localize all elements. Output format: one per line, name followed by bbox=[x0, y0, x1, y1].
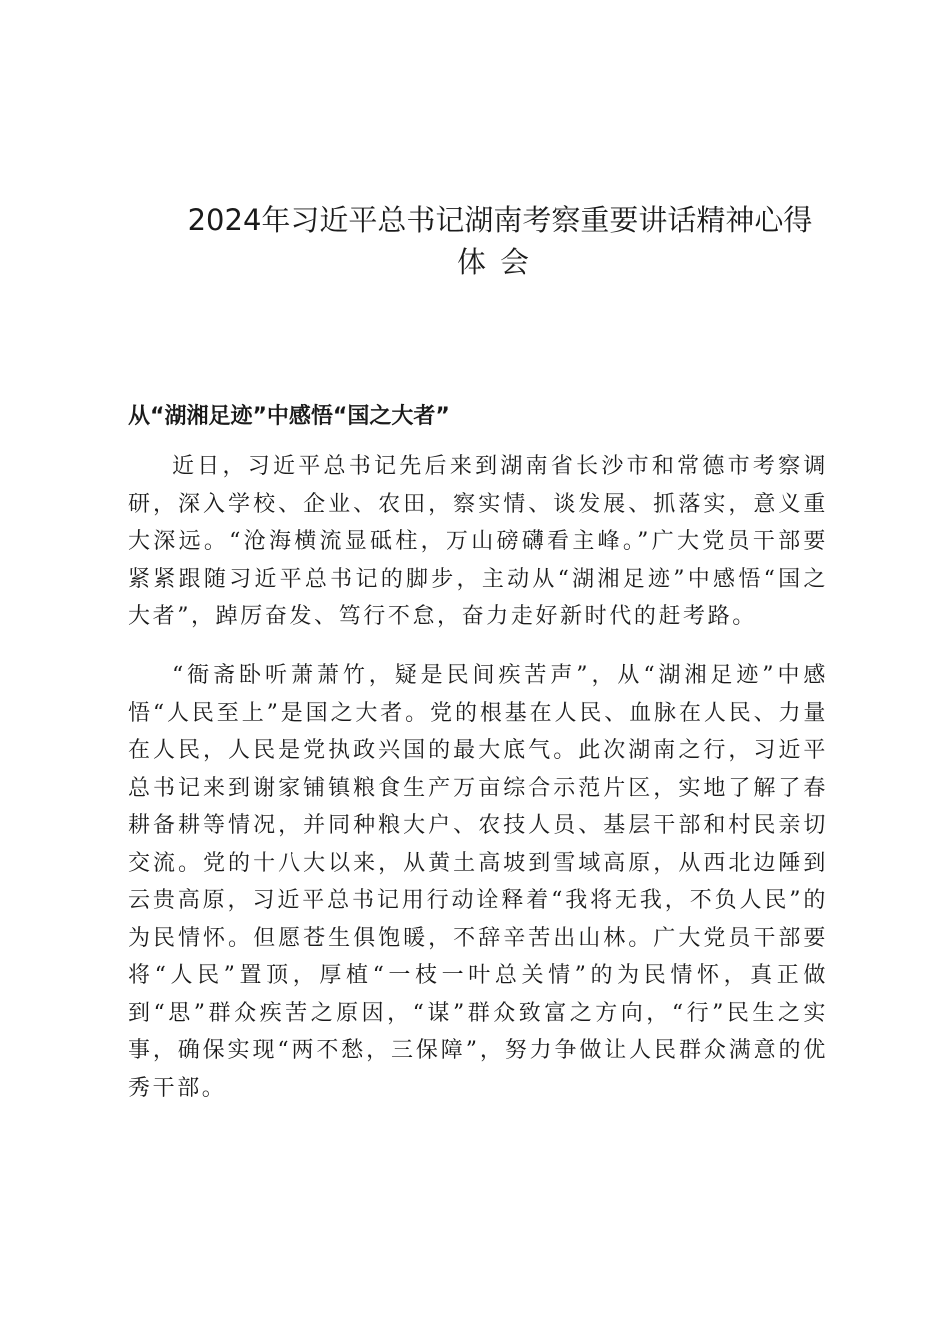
section-heading: 从“湖湘足迹”中感悟“国之大者” bbox=[128, 404, 450, 429]
body-paragraph-2: “衙斋卧听萧萧竹，疑是民间疾苦声”，从“湖湘足迹”中感悟“人民至上”是国之大者。党的根基在人民、血脉在人民、力量在人民，人民是党执政兴国的最大底气。此次湖南之行，习近平总书记来到谢家铺镇粮食生产万亩综合示范片区，实地了解了春耕备耕等情况，并同种粮大户、农技人员、基层干部和村民亲切交流。党的十八大以来，从黄土高坡到雪域高原，从西北边陲到云贵高原，习近平总书记用行动诠释着“我将无我，不负人民”的为民情怀。但愿苍生俱饱暖，不辞辛苦出山林。广大党员干部要将“人民”置顶，厚植“一枝一叶总关情”的为民情怀，真正做到“思”群众疾苦之原因，“谋”群众致富之方向，“行”民生之实事，确保实现“两不愁，三保障”，努力争做让人民群众满意的优秀干部。 bbox=[128, 663, 828, 1101]
document-title-line-1: 2024年习近平总书记湖南考察重要讲话精神心得 bbox=[187, 203, 813, 237]
document-title-line-2: 体会 bbox=[456, 245, 543, 279]
body-paragraph-1: 近日，习近平总书记先后来到湖南省长沙市和常德市考察调研，深入学校、企业、农田，察实情、谈发展、抓落实，意义重大深远。“沧海横流显砥柱，万山磅礴看主峰。”广大党员干部要紧紧跟随习近平总书记的脚步，主动从“湖湘足迹”中感悟“国之大者”，踔厉奋发、笃行不怠，奋力走好新时代的赶考路。 bbox=[128, 454, 828, 629]
